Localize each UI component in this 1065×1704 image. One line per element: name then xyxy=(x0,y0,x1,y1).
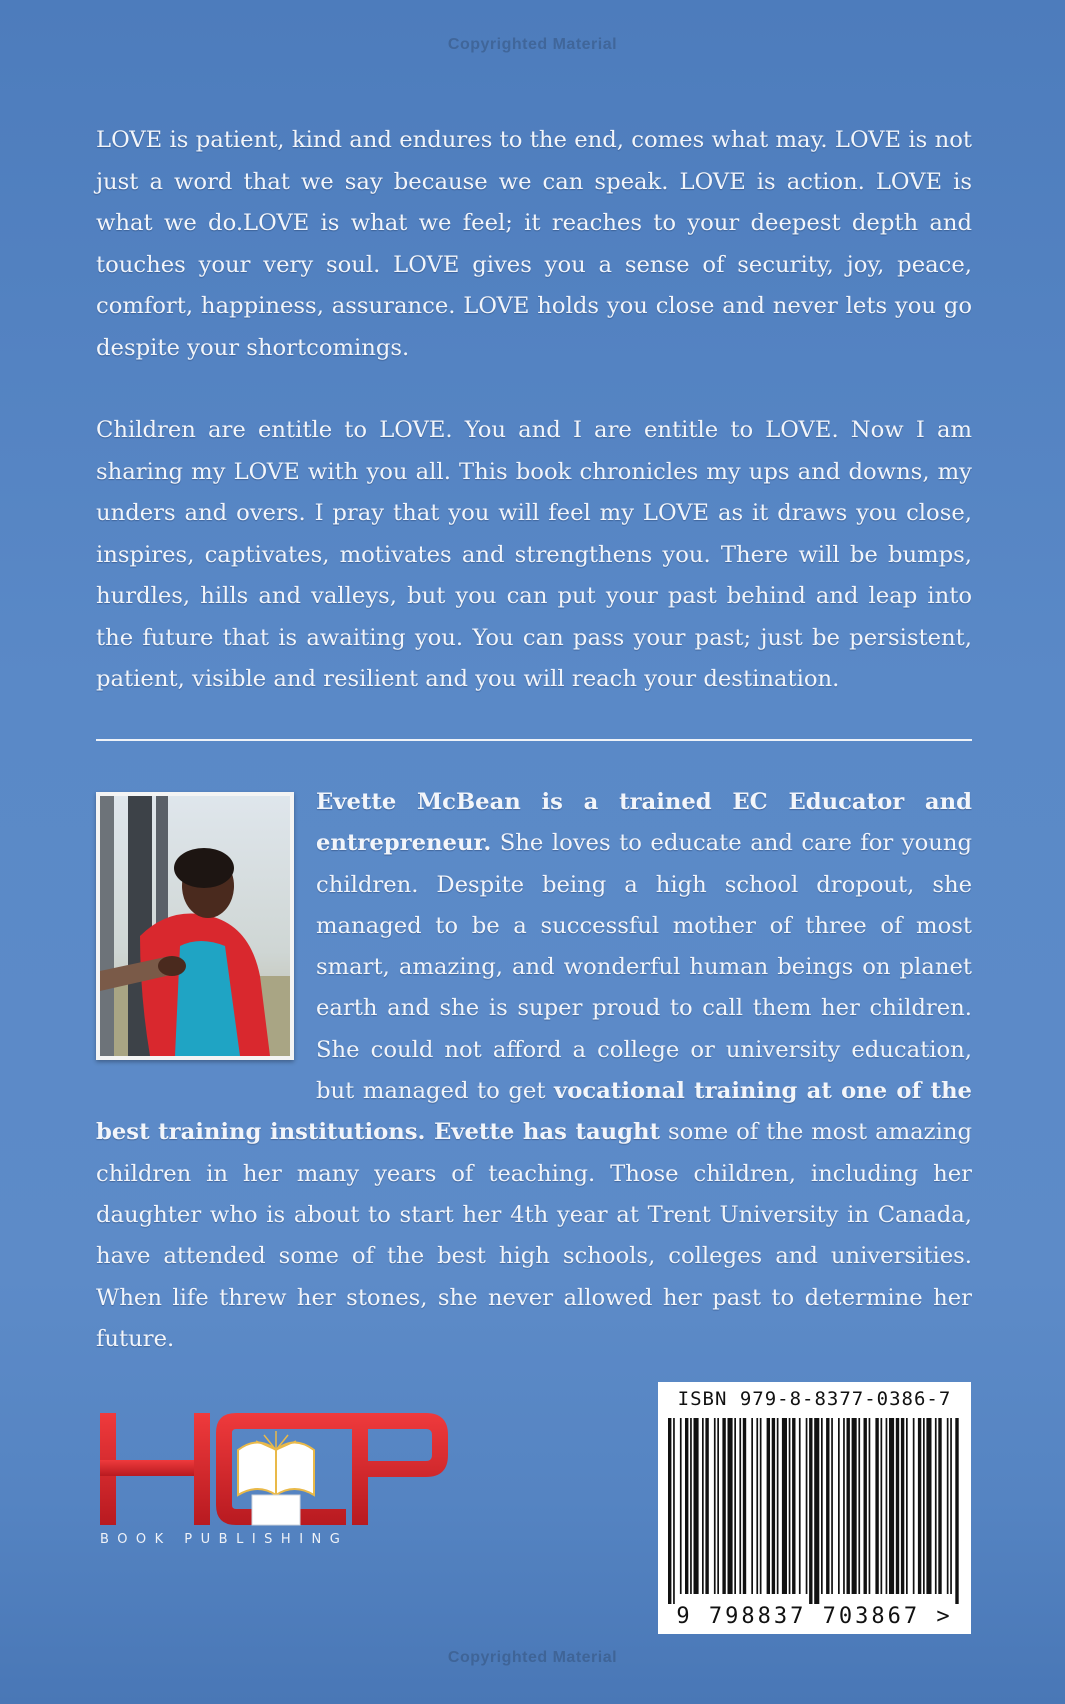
barcode-bar xyxy=(838,1418,840,1594)
blurb-paragraph-1: LOVE is patient, kind and endures to the end, comes what may. LOVE is not just a word that we say because we can speak. LOVE is action. LOVE is what we do.LOVE is what we feel; it reaches to your deepest depth and touches your very soul. LOVE gives you a sense of security, joy, peace, comfort, happiness, assurance. LOVE holds you close and never lets you go despite your shortcomings. xyxy=(96,127,972,361)
barcode-bar xyxy=(923,1418,925,1594)
barcode-bar xyxy=(906,1418,908,1594)
barcode-bar xyxy=(843,1418,845,1594)
barcode-bar xyxy=(734,1418,736,1594)
barcode-bar xyxy=(886,1418,888,1594)
barcode-bar xyxy=(702,1418,704,1594)
barcode-bar xyxy=(751,1418,753,1594)
barcode-bar xyxy=(767,1418,770,1594)
copyright-watermark-bottom: Copyrighted Material xyxy=(447,1649,618,1666)
barcode-bar xyxy=(717,1418,719,1594)
barcode-bar xyxy=(896,1418,899,1594)
barcode-bar xyxy=(913,1418,915,1594)
barcode-bar xyxy=(772,1418,775,1594)
barcode-bar xyxy=(869,1418,871,1594)
barcode-bar xyxy=(806,1418,808,1594)
barcode-bar xyxy=(782,1418,787,1594)
author-bio-lead: Evette McBean is a trained EC Educator and entrepreneur. xyxy=(316,789,972,857)
barcode-bar xyxy=(926,1418,931,1594)
barcode-bar xyxy=(728,1418,733,1594)
barcode-bar xyxy=(950,1418,952,1594)
barcode-bar xyxy=(875,1418,878,1594)
barcode-bar xyxy=(935,1418,937,1594)
barcode-bar xyxy=(826,1418,829,1594)
barcode-bar xyxy=(694,1418,699,1594)
barcode-bar xyxy=(955,1418,958,1604)
publisher-tagline: BOOK PUBLISHING xyxy=(100,1532,349,1547)
barcode-bar xyxy=(792,1418,795,1594)
copyright-watermark-top: Copyrighted Material xyxy=(447,36,618,53)
barcode-bar xyxy=(831,1418,833,1594)
section-divider xyxy=(96,739,972,741)
isbn-label: ISBN 979-8-8377-0386-7 xyxy=(677,1388,952,1410)
barcode-bar xyxy=(947,1418,949,1594)
barcode-bar xyxy=(680,1418,682,1594)
barcode-bar xyxy=(705,1418,708,1594)
barcode-bar xyxy=(668,1418,671,1604)
barcode-bar xyxy=(673,1418,675,1604)
barcode-bar xyxy=(777,1418,779,1594)
barcode-bar xyxy=(881,1418,883,1594)
barcode-bar xyxy=(760,1418,762,1594)
author-bio xyxy=(96,782,972,1360)
barcode-bar xyxy=(918,1418,921,1594)
blurb-paragraph-2: Children are entitle to LOVE. You and I are entitle to LOVE. Now I am sharing my LOVE with you all. This book chronicles my ups and downs, my unders and overs. I pray that you will feel my LOVE as it draws you close, inspires, captivates, motivates and strengthens you. There will be bumps, hurdles, hills and valleys, but you can put your past behind and leap into the future that is awaiting you. You can pass your past; just be persistent, patient, visible and resilient and you will reach your destination. xyxy=(96,417,972,692)
author-bio-bold: vocational training at one of the best training institutions. Evette has taught xyxy=(96,1078,972,1146)
barcode-bar xyxy=(714,1418,716,1594)
isbn-digits: 9 798837 703867 > xyxy=(660,1604,969,1629)
barcode-bar xyxy=(722,1418,725,1594)
barcode-bar xyxy=(756,1418,758,1594)
barcode-bar xyxy=(809,1418,812,1604)
barcode-bar xyxy=(789,1418,791,1594)
barcode-bar xyxy=(901,1418,904,1594)
barcode-bar xyxy=(821,1418,823,1594)
barcode-bar xyxy=(847,1418,850,1594)
isbn-barcode xyxy=(658,1382,971,1634)
author-bio-text-1: She loves to educate and care for young children. Despite being a high school dropout, she managed to be a successful mother of three of most smart, amazing, and wonderful human beings on planet earth and she is super proud to call them her children. She could not afford a college or university education, but managed to get xyxy=(316,830,972,1105)
barcode-bar xyxy=(739,1418,741,1594)
barcode-bar xyxy=(864,1418,867,1594)
barcode-bar xyxy=(858,1418,860,1594)
barcode-bars xyxy=(668,1418,961,1604)
barcode-bar xyxy=(690,1418,692,1594)
author-bio-text-2: some of the most amazing children in her many years of teaching. Those children, including her daughter who is about to start her 4th year at Trent University in Canada, have attended some of the best high schools, colleges and universities. When life threw her stones, she never allowed her past to determine her future. xyxy=(96,1119,972,1352)
barcode-bar xyxy=(743,1418,746,1594)
barcode-bar xyxy=(814,1418,819,1604)
barcode-bar xyxy=(852,1418,857,1594)
barcode-bar xyxy=(889,1418,894,1594)
barcode-bar xyxy=(938,1418,941,1594)
barcode-bar xyxy=(799,1418,801,1594)
barcode-bar xyxy=(685,1418,688,1594)
